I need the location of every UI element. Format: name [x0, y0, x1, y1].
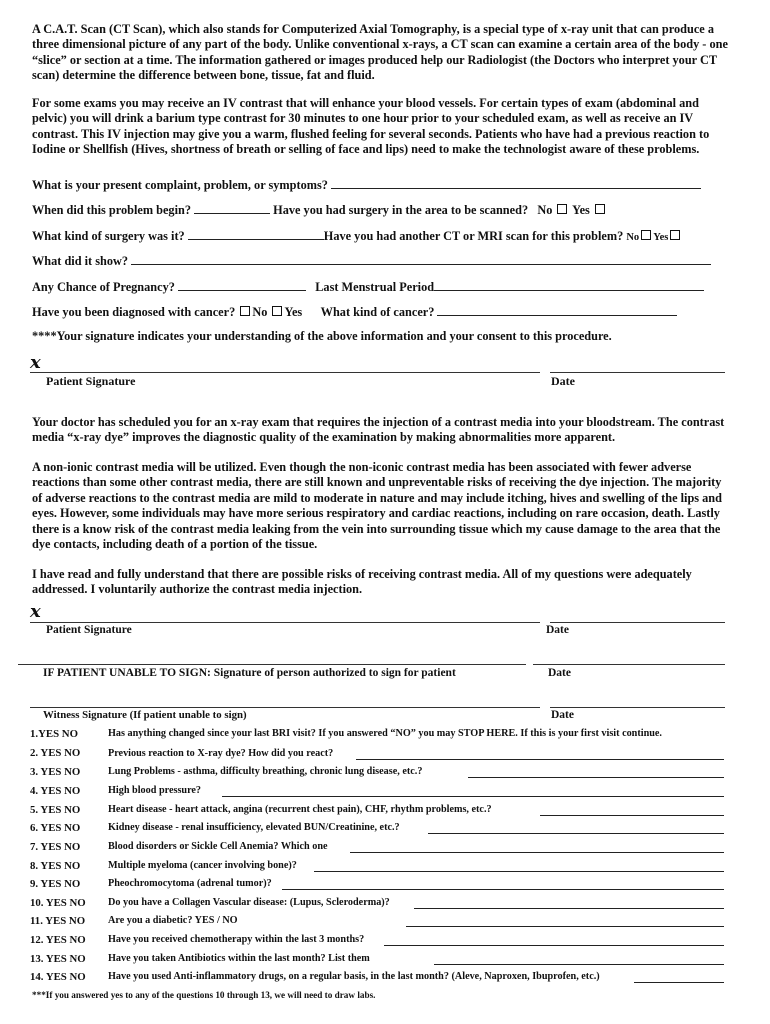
checklist-question-6: Kidney disease - renal insufficiency, elevated BUN/Creatinine, etc.? [108, 822, 400, 833]
another-ct-no-label: No [626, 232, 640, 243]
patient-signature-line-1[interactable] [30, 372, 540, 373]
kind-surgery-question [32, 228, 682, 244]
what-show-label: What did it show? [32, 254, 129, 268]
date-label-2: Date [546, 624, 569, 636]
another-ct-label: Have you had another CT or MRI scan for this problem? [323, 229, 624, 243]
checklist-question-1: Has anything changed since your last BRI visit? If you answered “NO” you may STOP HERE. If this is your first visit continue. [108, 728, 662, 739]
witness-label: Witness Signature (If patient unable to sign) [43, 709, 247, 721]
checklist-question-2: Previous reaction to X-ray dye? How did you react? [108, 748, 334, 759]
checklist-question-12: Have you received chemotherapy within the last 3 months? [108, 934, 365, 945]
checklist-question-11: Are you a diabetic? YES / NO [108, 915, 238, 926]
checklist-question-14: Have you used Anti-inflammatory drugs, on a regular basis, in the last month? (Aleve, Naproxen, Ibuprofen, etc.) [108, 971, 600, 982]
kind-cancer-label: What kind of cancer? [320, 305, 435, 319]
date-label-4: Date [551, 709, 574, 721]
patient-signature-line-2[interactable] [30, 622, 540, 623]
pregnancy-label: Any Chance of Pregnancy? [32, 280, 175, 294]
patient-signature-label-2: Patient Signature [46, 624, 132, 636]
cancer-yes-checkbox[interactable] [272, 306, 282, 316]
contrast-paragraph-2: A non-ionic contrast media will be utilized. Even though the non-iconic contrast media has been associated with fewer adverse reactions than some other contrast media, there are still known and unpreventable risks of receiving the dye injection. The majority of adverse reactions to the contrast media are mild to moderate in nature and may include itching, hives and swelling of the lips and eyes. However, some individuals may have more serious respiratory and cardiac reactions, including on rare occasion, death. Lastly there is a know risk of the contrast media leaking from the vein into surrounding tissue which my cause damage to the area that the dye contacts, including death of a portion of the tissue. [32, 460, 722, 552]
unable-to-sign-label: IF PATIENT UNABLE TO SIGN: Signature of person authorized to sign for patient [43, 667, 456, 679]
checklist-field-9[interactable] [282, 889, 724, 890]
complaint-label: What is your present complaint, problem, or symptoms? [32, 178, 328, 192]
witness-signature-line[interactable] [30, 707, 540, 708]
when-began-label: When did this problem begin? [32, 203, 191, 217]
surgery-area-label: Have you had surgery in the area to be scanned? [273, 203, 529, 217]
date-label-3: Date [548, 667, 571, 679]
checklist-question-8: Multiple myeloma (cancer involving bone)? [108, 860, 297, 871]
date-line-2[interactable] [550, 622, 725, 623]
kind-surgery-field[interactable] [188, 228, 324, 240]
checklist-field-2[interactable] [356, 759, 724, 760]
checklist-num-14: 14. YES NO [30, 971, 86, 983]
checklist-num-3: 3. YES NO [30, 766, 81, 778]
checklist-field-6[interactable] [428, 833, 724, 834]
when-began-field[interactable] [194, 202, 270, 214]
authorized-signature-line[interactable] [18, 664, 526, 665]
signature-x-mark-1: x [30, 352, 41, 373]
date-line-3[interactable] [533, 664, 725, 665]
checklist-field-7[interactable] [350, 852, 724, 853]
checklist-num-2: 2. YES NO [30, 747, 81, 759]
another-ct-yes-checkbox[interactable] [670, 230, 680, 240]
checklist-num-10: 10. YES NO [30, 897, 86, 909]
pregnancy-field[interactable] [178, 279, 306, 291]
checklist-question-7: Blood disorders or Sickle Cell Anemia? Which one [108, 841, 328, 852]
checklist-num-5: 5. YES NO [30, 804, 81, 816]
checklist-question-5: Heart disease - heart attack, angina (recurrent chest pain), CHF, rhythm problems, etc.? [108, 804, 492, 815]
checklist-field-12[interactable] [384, 945, 724, 946]
surgery-no-checkbox[interactable] [557, 204, 567, 214]
checklist-num-4: 4. YES NO [30, 785, 81, 797]
kind-surgery-label: What kind of surgery was it? [32, 229, 185, 243]
another-ct-yes-label: Yes [653, 232, 669, 243]
checklist-num-1: 1.YES NO [30, 728, 79, 740]
what-show-field[interactable] [131, 253, 711, 265]
lmp-label: Last Menstrual Period [315, 280, 435, 294]
checklist-num-13: 13. YES NO [30, 953, 86, 965]
checklist-field-3[interactable] [468, 777, 724, 778]
contrast-paragraph-3: I have read and fully understand that there are possible risks of receiving contrast media. All of my questions were adequately addressed. I voluntarily authorize the contrast media injection. [32, 567, 692, 597]
checklist-field-14[interactable] [634, 982, 724, 983]
cancer-no-label: No [252, 305, 268, 319]
checklist-question-4: High blood pressure? [108, 785, 202, 796]
checklist-field-10[interactable] [414, 908, 724, 909]
checklist-question-10: Do you have a Collagen Vascular disease: (Lupus, Scleroderma)? [108, 897, 390, 908]
date-label-1: Date [551, 374, 575, 388]
date-line-1[interactable] [550, 372, 725, 373]
checklist-field-8[interactable] [314, 871, 724, 872]
checklist-num-9: 9. YES NO [30, 878, 81, 890]
patient-signature-label-1: Patient Signature [46, 374, 136, 388]
labs-footnote: ***If you answered yes to any of the questions 10 through 13, we will need to draw labs. [32, 990, 376, 1000]
checklist-field-11[interactable] [406, 926, 724, 927]
checklist-num-8: 8. YES NO [30, 860, 81, 872]
intro-paragraph-2: For some exams you may receive an IV contrast that will enhance your blood vessels. For certain types of exam (abdominal and pelvic) you will drink a barium type contrast for 30 minutes to one hour prior to your scheduled exam, as well as receive an IV contrast. This IV injection may give you a warm, flushed feeling for several seconds. Patients who have had a previous reaction to Iodine or Shellfish (Hives, shortness of breath or selling of face and lips) need to make the technologist aware of these problems. [32, 96, 710, 157]
checklist-field-4[interactable] [222, 796, 724, 797]
pregnancy-question [32, 279, 704, 295]
surgery-no-label: No [537, 203, 553, 217]
checklist-field-5[interactable] [540, 815, 724, 816]
surgery-yes-label: Yes [572, 203, 590, 217]
complaint-question [32, 177, 701, 193]
consent-note: ****Your signature indicates your understanding of the above information and your consent to this procedure. [32, 329, 612, 343]
cancer-label: Have you been diagnosed with cancer? [32, 305, 236, 319]
contrast-paragraph-1: Your doctor has scheduled you for an x-ray exam that requires the injection of a contrast media into your bloodstream. The contrast media “x-ray dye” improves the diagnostic quality of the examination by making abnormalities more apparent. [32, 415, 725, 445]
intro-paragraph-1: A C.A.T. Scan (CT Scan), which also stands for Computerized Axial Tomography, is a special type of x-ray unit that can produce a three dimensional picture of any part of the body. Unlike conventional x-rays, a CT scan can examine a certain area of the body - one “slice” or section at a time. The information gathered or images produced help our Radiologist (the Doctors who interpret your CT scan) determine the difference between bone, tissue, fat and fluid. [32, 22, 728, 83]
signature-x-mark-2: x [30, 601, 41, 622]
complaint-field[interactable] [331, 177, 701, 189]
checklist-num-12: 12. YES NO [30, 934, 86, 946]
cancer-no-checkbox[interactable] [240, 306, 250, 316]
checklist-field-13[interactable] [434, 964, 724, 965]
lmp-field[interactable] [434, 279, 704, 291]
kind-cancer-field[interactable] [437, 304, 677, 316]
date-line-4[interactable] [550, 707, 725, 708]
checklist-question-9: Pheochromocytoma (adrenal tumor)? [108, 878, 272, 889]
cancer-yes-label: Yes [284, 305, 303, 319]
checklist-num-6: 6. YES NO [30, 822, 81, 834]
when-began-question [32, 202, 607, 218]
what-show-question [32, 253, 711, 269]
checklist-num-7: 7. YES NO [30, 841, 81, 853]
cancer-question [32, 304, 677, 320]
checklist-question-3: Lung Problems - asthma, difficulty breathing, chronic lung disease, etc.? [108, 766, 423, 777]
surgery-yes-checkbox[interactable] [595, 204, 605, 214]
checklist-question-13: Have you taken Antibiotics within the last month? List them [108, 953, 370, 964]
another-ct-no-checkbox[interactable] [641, 230, 651, 240]
checklist-num-11: 11. YES NO [30, 915, 86, 927]
